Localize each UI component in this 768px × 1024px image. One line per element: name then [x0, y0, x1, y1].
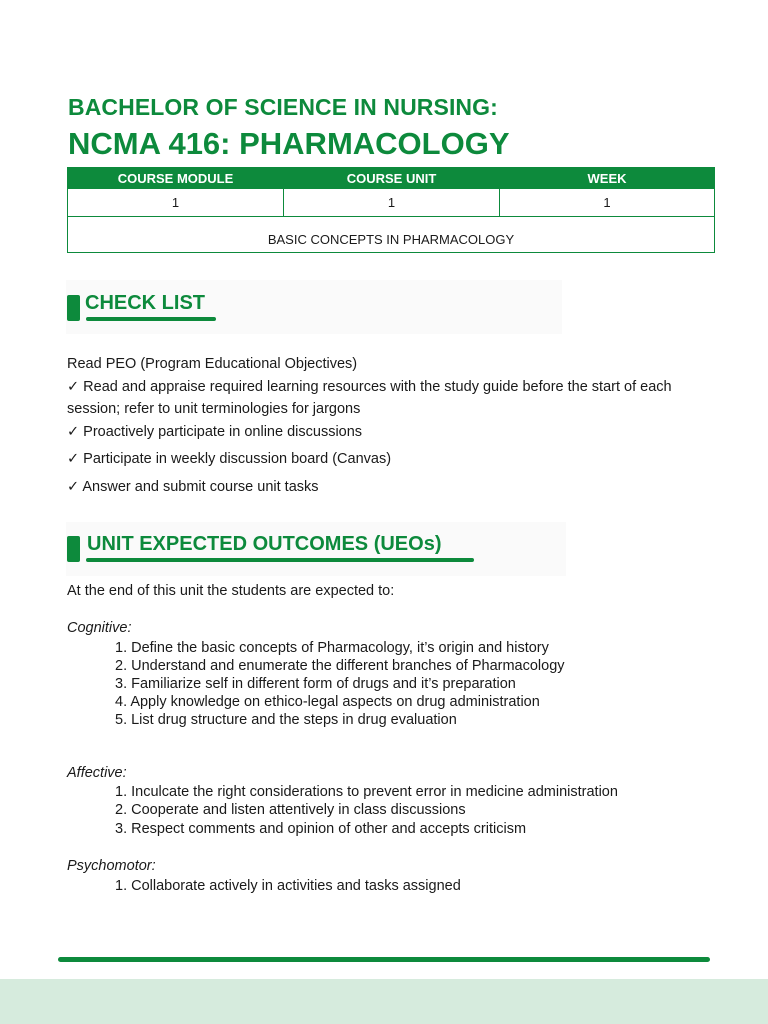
ueo-underline — [86, 558, 474, 562]
header-week: WEEK — [500, 168, 715, 189]
checklist-item: session; refer to unit terminologies for jargons — [67, 401, 361, 417]
checklist-underline — [86, 317, 216, 321]
cognitive-item: 1. Define the basic concepts of Pharmacology, it’s origin and history — [115, 640, 549, 656]
checklist-item: ✓ Proactively participate in online discussions — [67, 424, 363, 440]
value-course-unit: 1 — [284, 189, 500, 217]
value-course-module: 1 — [68, 189, 284, 217]
cognitive-item: 5. List drug structure and the steps in drug evaluation — [115, 712, 457, 728]
checklist-item: ✓ Participate in weekly discussion board (Canvas) — [67, 451, 392, 467]
unit-topic: BASIC CONCEPTS IN PHARMACOLOGY — [68, 217, 715, 253]
checklist-item: ✓ Answer and submit course unit tasks — [67, 479, 319, 495]
checklist-item: ✓ Read and appraise required learning resources with the study guide before the start of each — [67, 379, 672, 395]
affective-item: 3. Respect comments and opinion of other and accepts criticism — [115, 821, 527, 837]
ueo-title: UNIT EXPECTED OUTCOMES (UEOs) — [87, 533, 442, 555]
psychomotor-label: Psychomotor: — [67, 858, 156, 874]
value-week: 1 — [500, 189, 715, 217]
psychomotor-item: 1. Collaborate actively in activities and tasks assigned — [115, 878, 461, 894]
cognitive-item: 3. Familiarize self in different form of drugs and it’s preparation — [115, 676, 516, 692]
affective-item: 1. Inculcate the right considerations to prevent error in medicine administration — [115, 784, 618, 800]
ueo-intro: At the end of this unit the students are expected to: — [67, 583, 395, 599]
course-title: NCMA 416: PHARMACOLOGY — [68, 126, 510, 161]
header-course-unit: COURSE UNIT — [284, 168, 500, 189]
cognitive-label: Cognitive: — [67, 620, 132, 636]
cognitive-item: 4. Apply knowledge on ethico-legal aspects on drug administration — [115, 694, 540, 710]
footer-band — [0, 979, 768, 1024]
bottom-divider — [58, 957, 710, 962]
course-info-table — [67, 167, 715, 253]
affective-label: Affective: — [67, 765, 127, 781]
ueo-marker — [67, 536, 80, 562]
cognitive-item: 2. Understand and enumerate the different branches of Pharmacology — [115, 658, 565, 674]
checklist-title: CHECK LIST — [85, 292, 205, 314]
affective-item: 2. Cooperate and listen attentively in class discussions — [115, 802, 466, 818]
checklist-marker — [67, 295, 80, 321]
header-course-module: COURSE MODULE — [68, 168, 284, 189]
checklist-item: Read PEO (Program Educational Objectives) — [67, 356, 358, 372]
program-title: BACHELOR OF SCIENCE IN NURSING: — [68, 94, 498, 120]
